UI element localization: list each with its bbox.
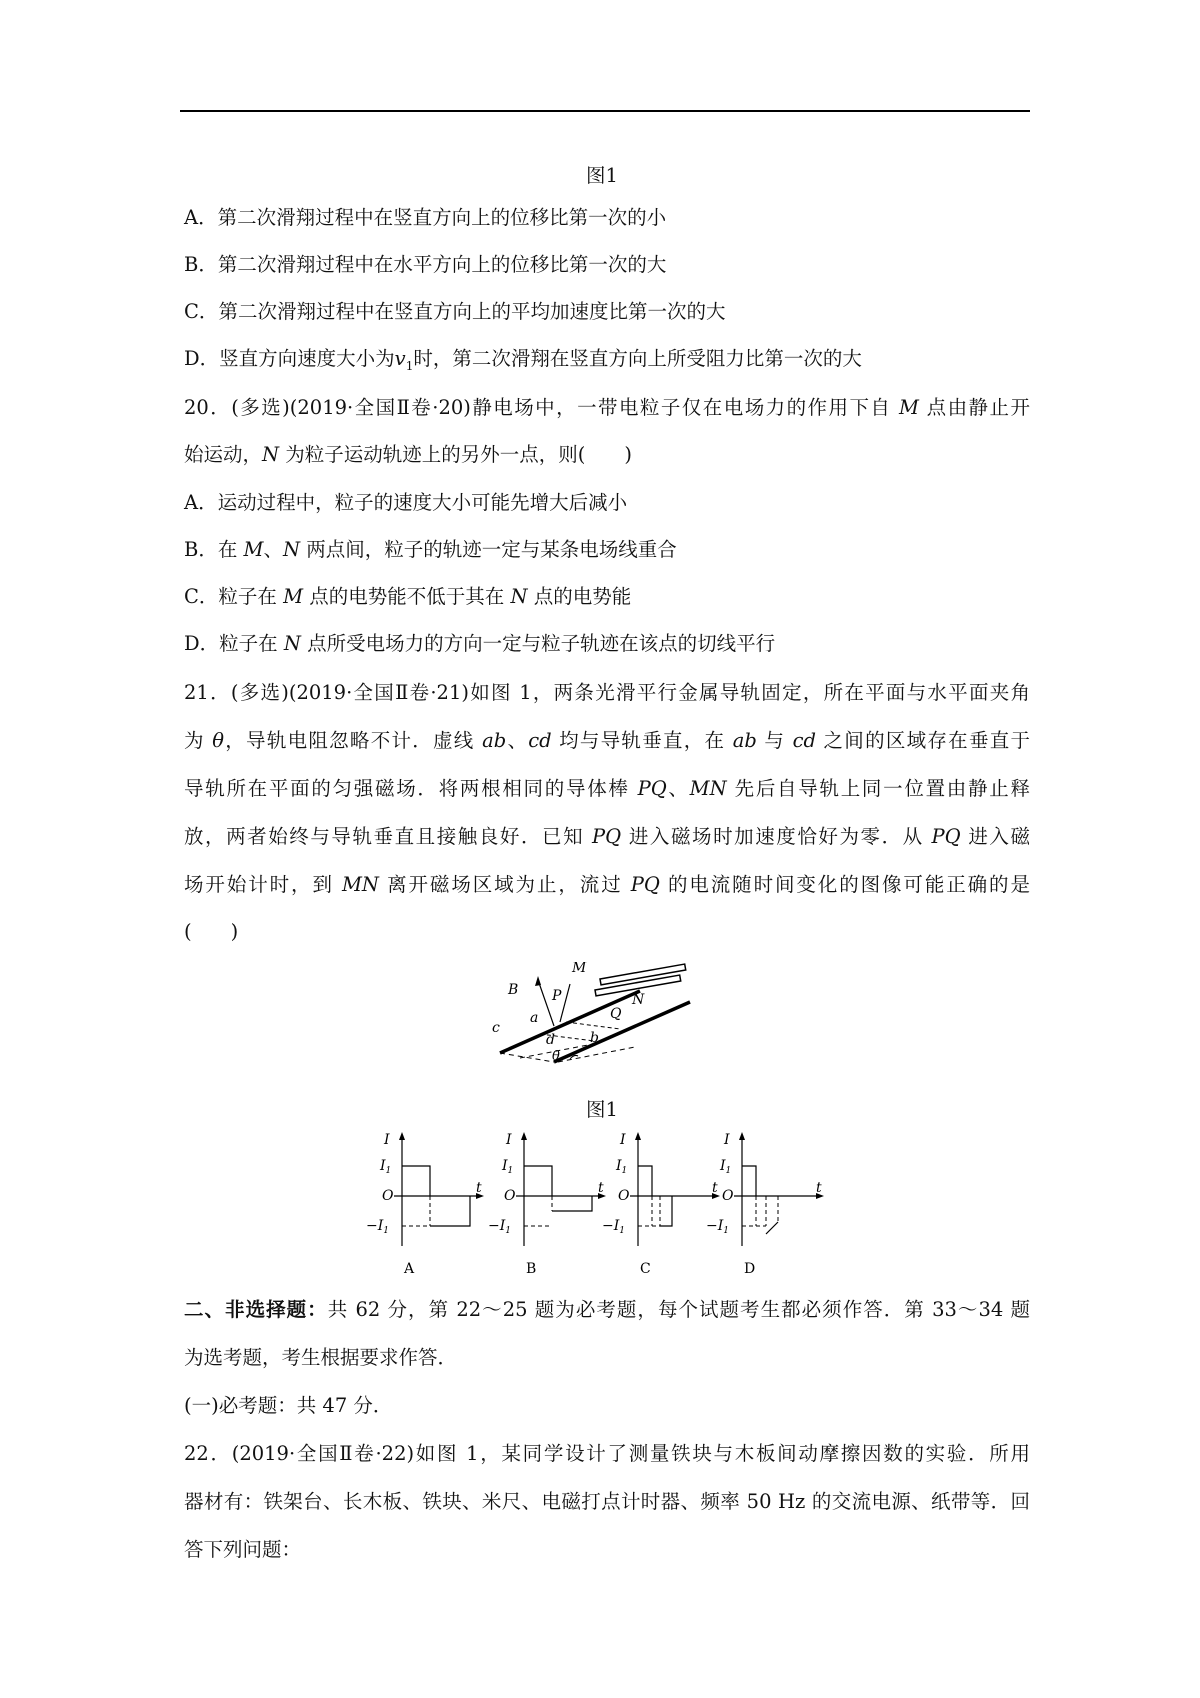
label-d: d (546, 1032, 555, 1048)
graph-d (706, 1132, 824, 1277)
label-a: a (530, 1010, 539, 1026)
svg-text:t: t (598, 1180, 604, 1196)
svg-text:C: C (640, 1261, 651, 1277)
label-B: B (508, 982, 519, 998)
label-c: c (492, 1020, 500, 1036)
label-M: M (572, 962, 587, 976)
svg-text:A: A (404, 1261, 415, 1277)
label-P: P (552, 988, 562, 1004)
q21-stem-line3: 导轨所在平面的匀强磁场．将两根相同的导体棒 PQ、MN 先后自导轨上同一位置由静止释 (184, 777, 1030, 800)
q19-option-a: A．第二次滑翔过程中在竖直方向上的位移比第一次的小 (184, 206, 667, 229)
q22-stem-line2: 器材有：铁架台、长木板、铁块、米尺、电磁打点计时器、频率 50 Hz 的交流电源、纸带等．回 (184, 1490, 1030, 1513)
label-N: N (632, 992, 645, 1008)
svg-text:I: I (620, 1132, 626, 1148)
q20-option-a: A．运动过程中，粒子的速度大小可能先增大后减小 (184, 491, 628, 514)
q20-option-b: B．在 M、N 两点间，粒子的轨迹一定与某条电场线重合 (184, 538, 677, 561)
svg-text:I1: $I_1$ (616, 1158, 628, 1176)
q21-stem-line2: 为 θ，导轨电阻忽略不计．虚线 ab、cd 均与导轨垂直，在 ab 与 cd 之间的区域存在垂直于 (184, 729, 1030, 752)
q21-stem-line1: 21．(多选)(2019·全国Ⅱ卷·21)如图 1，两条光滑平行金属导轨固定，所在平面与水平面夹角 (184, 681, 1030, 704)
label-Q: Q (610, 1006, 622, 1022)
svg-text:t: t (712, 1180, 718, 1196)
q20-option-c: C．粒子在 M 点的电势能不低于其在 N 点的电势能 (184, 585, 632, 608)
svg-text:I: I (506, 1132, 512, 1148)
svg-text:I: I (724, 1132, 730, 1148)
svg-text:O: O (504, 1188, 516, 1204)
q20-option-d: D．粒子在 N 点所受电场力的方向一定与粒子轨迹在该点的切线平行 (184, 632, 776, 655)
q21-rails-figure (490, 962, 730, 1070)
svg-text:O: O (618, 1188, 630, 1204)
svg-text:−I1: $-I_1$ (488, 1218, 511, 1236)
header-rule (180, 110, 1030, 112)
q21-answer-blank: ( ) (184, 920, 239, 943)
section2-line1: 二、非选择题：共 62 分，第 22～25 题为必考题，每个试题考生都必须作答．第 33～34 题 (184, 1298, 1030, 1321)
q19-option-b: B．第二次滑翔过程中在水平方向上的位移比第一次的大 (184, 253, 667, 276)
svg-text:t: t (476, 1180, 482, 1196)
svg-text:I1: $I_1$ (380, 1158, 392, 1176)
svg-text:−I1: $-I_1$ (366, 1218, 389, 1236)
svg-text:I1: $I_1$ (502, 1158, 514, 1176)
q21-stem-line5: 场开始计时，到 MN 离开磁场区域为止，流过 PQ 的电流随时间变化的图像可能正确的是 (184, 873, 1030, 896)
q21-figure-caption: 图1 (586, 1098, 618, 1121)
q19-option-d: D．竖直方向速度大小为$v_1$时，第二次滑翔在竖直方向上所受阻力比第一次的大 (184, 347, 862, 373)
label-theta: θ (552, 1049, 560, 1064)
svg-text:−I1: $-I_1$ (602, 1218, 625, 1236)
svg-text:I1: $I_1$ (720, 1158, 732, 1176)
q21-graph-options (360, 1130, 840, 1278)
svg-text:I: I (384, 1132, 390, 1148)
top-figure-caption: 图1 (586, 164, 618, 187)
q22-stem-line3: 答下列问题： (184, 1538, 302, 1561)
graph-b (488, 1132, 606, 1277)
svg-text:O: O (722, 1188, 734, 1204)
svg-text:−I1: $-I_1$ (706, 1218, 729, 1236)
q22-stem-line1: 22．(2019·全国Ⅱ卷·22)如图 1，某同学设计了测量铁块与木板间动摩擦因数的实验．所用 (184, 1442, 1030, 1465)
svg-text:B: B (526, 1261, 537, 1277)
svg-text:O: O (382, 1188, 394, 1204)
label-b: b (590, 1030, 599, 1046)
graph-a (366, 1132, 484, 1277)
svg-text:t: t (816, 1180, 822, 1196)
svg-text:D: D (744, 1261, 756, 1277)
q21-stem-line4: 放，两者始终与导轨垂直且接触良好．已知 PQ 进入磁场时加速度恰好为零．从 PQ 进入磁 (184, 825, 1030, 848)
q20-stem-line2: 始运动，N 为粒子运动轨迹上的另外一点，则( ) (184, 443, 632, 466)
section2-line3: (一)必考题：共 47 分． (184, 1394, 393, 1417)
q20-stem-line1: 20．(多选)(2019·全国Ⅱ卷·20)静电场中，一带电粒子仅在电场力的作用下自 M 点由静止开 (184, 396, 1030, 419)
section2-line2: 为选考题，考生根据要求作答． (184, 1346, 458, 1369)
q19-option-c: C．第二次滑翔过程中在竖直方向上的平均加速度比第一次的大 (184, 300, 726, 323)
graph-c (602, 1132, 720, 1277)
